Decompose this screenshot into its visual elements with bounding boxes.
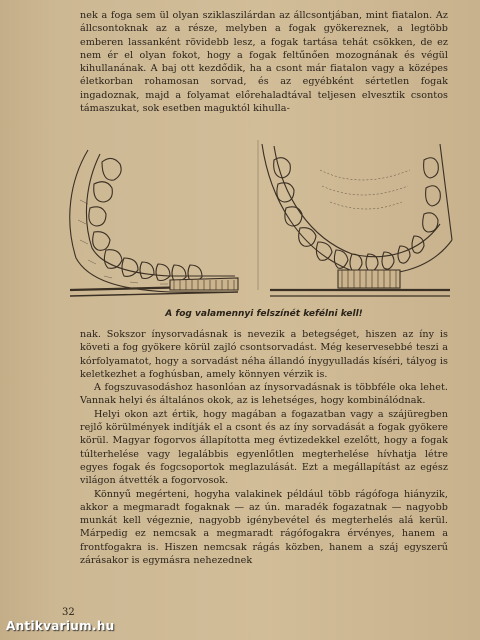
page-number: 32 [62,607,75,618]
watermark: Antikvarium.hu [6,619,115,633]
top-paragraph [80,9,448,115]
body-text [80,328,448,567]
figure-caption: A fog valamennyi felszínét kefélni kell! [165,309,363,319]
paragraph: Helyi okon azt értik, hogy magában a fogazatban vagy a szájüregben rejlő körülmények indítják el a csont és az íny sorvadását a fogak gyökere körül. Magyar fogorvos állapította meg évtizedekkel ezelőtt, hogy a fogak túlterhelése vagy legalábbis egyenlőtlen megterhelése hívhatja létre egyes fogak és fogcsoportok meglazulását. Ezt a megállapítást az egész világon átvették a fogorvosok. [80,408,448,487]
paragraph: Könnyű megérteni, hogyha valakinek például több rágófoga hiányzik, akkor a megmaradt fogaknak — az ún. maradék fogazatnak — nagyobb munkát kell végeznie, nagyobb igénybevétel és megterhelés alá kerül. Márpedig ez nemcsak a megmaradt rágófogakra érvényes, hanem a frontfogakra is. Hiszen nemcsak rágás közben, hanem a száj egyszerű zárásakor is egymásra nehezednek [80,488,448,567]
tooth-brushing-illustration [60,140,460,312]
paragraph: nak. Sokszor ínysorvadásnak is nevezik a betegséget, hiszen az íny is követi a fog gyökere körül zajló csontsorvadást. Még keservesebbé teszi a kórfolyamatot, hogy a sorvadást néha állandó ínygyulladás kíséri, tályog is keletkezhet a foghúsban, amely könnyen vérzik is. [80,329,448,380]
paragraph-continued: nek a foga sem ül olyan sziklaszilárdan az állcsontjában, mint fiatalon. Az állcsontoknak az a része, melyben a fogak gyökereznek, a legtöbb emberen lassanként rövidebb lesz, a fogak tartása tehát csökken, de ez nem ér el olyan fokot, hogy a fogak feltűnően mozognának és végül kihullanának. A baj ott kezdődik, ha a csont már fiatalon vagy a középes életkorban rohamosan sorvad, és az egyébként sértetlen fogak ingadoznak, majd a folyamat előrehaladtával teljesen elvesztik csontos támaszukat, sok esetben maguktól kihulla- [80,10,448,115]
paragraph: A fogszuvasodáshoz hasonlóan az ínysorvadásnak is többféle oka lehet. Vannak helyi és általános okok, az is lehetséges, hogy kombinálódnak. [80,382,448,407]
